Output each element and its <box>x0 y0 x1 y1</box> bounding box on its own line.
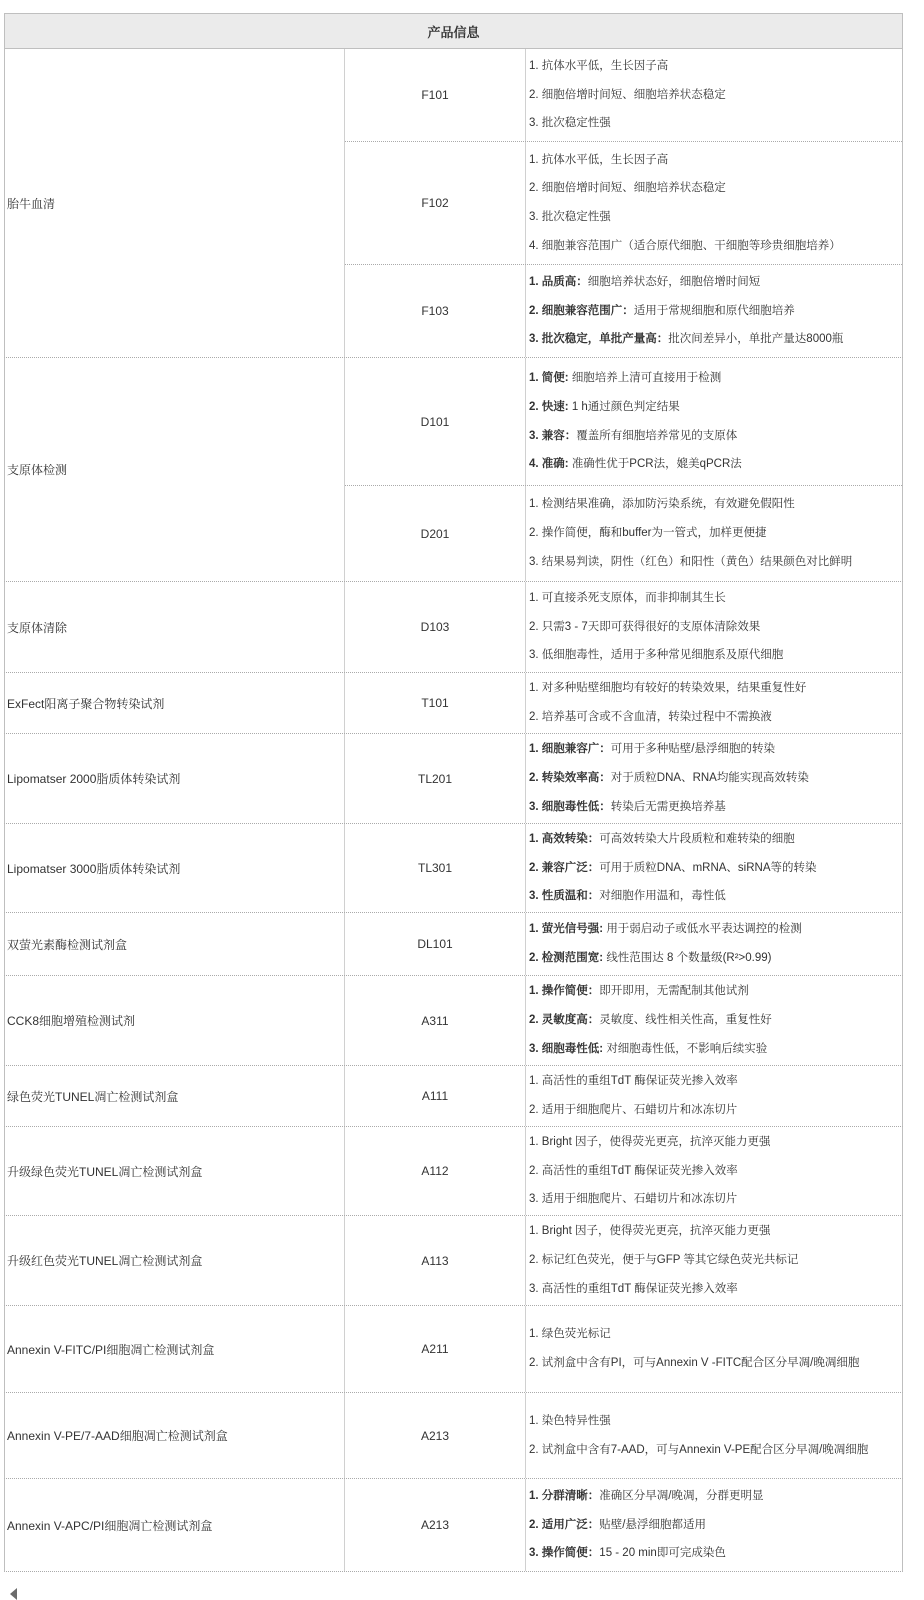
variant-list <box>345 582 902 672</box>
table-row <box>345 913 902 975</box>
variant-list <box>345 1066 902 1126</box>
feature-highlight: 1. 操作简便： <box>529 985 600 998</box>
feature-text: 细胞培养上清可直接用于检测 <box>571 372 722 385</box>
feature-item <box>529 519 902 548</box>
product-group <box>4 49 903 358</box>
table-row <box>345 1306 902 1392</box>
feature-text: 细胞培养状态好，细胞倍增时间短 <box>587 275 761 288</box>
variant-list <box>345 913 902 975</box>
scroll-left-arrow-icon[interactable] <box>10 1588 17 1600</box>
feature-text: 适用于常规细胞和原代细胞培养 <box>633 304 795 317</box>
feature-text: 3. 高活性的重组TdT 酶保证荧光掺入效率 <box>529 1282 738 1295</box>
table-row <box>345 673 902 733</box>
table-header <box>4 13 903 49</box>
product-code: D201 <box>345 486 526 581</box>
feature-text: 可高效转染大片段质粒和难转染的细胞 <box>599 832 795 845</box>
feature-list <box>526 913 902 975</box>
feature-item <box>529 422 902 451</box>
feature-item <box>529 882 902 911</box>
feature-text: 即开即用，无需配制其他试剂 <box>599 985 749 998</box>
product-code: A211 <box>345 1306 526 1392</box>
product-code: D101 <box>345 358 526 485</box>
product-code: A213 <box>345 1479 526 1571</box>
feature-text: 1. Bright 因子，使得荧光更亮，抗淬灭能力更强 <box>529 1225 771 1238</box>
feature-highlight: 3. 细胞毒性低: <box>529 1042 607 1055</box>
product-name: 双萤光素酶检测试剂盒 <box>5 913 345 975</box>
feature-text: 15 - 20 min即可完成染色 <box>599 1547 726 1560</box>
product-group <box>4 358 903 582</box>
product-name: 绿色荧光TUNEL凋亡检测试剂盒 <box>5 1066 345 1126</box>
feature-text: 批次间差异小，单批产量达8000瓶 <box>668 333 844 346</box>
product-name: Annexin V-FITC/PI细胞凋亡检测试剂盒 <box>5 1306 345 1392</box>
feature-highlight: 1. 简便: <box>529 372 572 385</box>
feature-text: 灵敏度、线性相关性高，重复性好 <box>599 1014 772 1027</box>
feature-item <box>529 793 902 822</box>
feature-text: 覆盖所有细胞培养常见的支原体 <box>576 429 738 442</box>
feature-highlight: 2. 检测范围宽: <box>529 952 607 964</box>
table-row <box>345 358 902 486</box>
feature-text: 1. Bright 因子，使得荧光更亮，抗淬灭能力更强 <box>529 1135 771 1148</box>
feature-text: 3. 批次稳定性强 <box>529 211 611 223</box>
feature-highlight: 1. 萤光信号强: <box>529 923 607 936</box>
feature-text: 1. 抗体水平低，生长因子高 <box>529 153 669 166</box>
variant-list <box>345 734 902 823</box>
variant-list <box>345 824 902 912</box>
product-name: Lipomatser 2000脂质体转染试剂 <box>5 734 345 823</box>
product-group <box>4 913 903 976</box>
table-row <box>345 49 902 142</box>
feature-highlight: 1. 高效转染： <box>529 832 600 845</box>
table-row <box>345 824 902 912</box>
feature-item <box>529 52 902 81</box>
table-body <box>4 49 903 1572</box>
feature-item <box>529 1407 902 1436</box>
feature-text: 转染后无需更换培养基 <box>610 800 726 813</box>
feature-text: 对细胞毒性低，不影响后续实验 <box>606 1042 768 1055</box>
feature-item <box>529 915 902 944</box>
product-code: DL101 <box>345 913 526 975</box>
feature-text: 2. 只需3 - 7天即可获得很好的支原体清除效果 <box>529 620 761 633</box>
feature-item <box>529 977 902 1006</box>
feature-item <box>529 584 902 613</box>
product-info-table <box>4 13 903 1572</box>
feature-list <box>526 734 902 823</box>
table-row <box>345 1066 902 1126</box>
feature-item <box>529 1128 902 1157</box>
product-group <box>4 1066 903 1127</box>
feature-list <box>526 1066 902 1126</box>
feature-item <box>529 1482 902 1511</box>
product-name: Lipomatser 3000脂质体转染试剂 <box>5 824 345 912</box>
feature-item <box>529 1246 902 1275</box>
feature-highlight: 3. 性质温和： <box>529 890 600 903</box>
feature-text: 1. 检测结果准确，添加防污染系统，有效避免假阳性 <box>529 498 795 511</box>
product-name: Annexin V-PE/7-AAD细胞凋亡检测试剂盒 <box>5 1393 345 1478</box>
feature-text: 准确区分早凋/晚凋，分群更明显 <box>599 1489 764 1502</box>
feature-text: 对于质粒DNA、RNA均能实现高效转染 <box>610 772 809 785</box>
feature-text: 线性范围达 8 个数量级(R²>0.99) <box>606 952 772 964</box>
feature-highlight: 3. 操作简便： <box>529 1547 600 1560</box>
feature-highlight: 2. 转染效率高： <box>529 772 611 785</box>
feature-item <box>529 268 902 297</box>
feature-highlight: 2. 快速: <box>529 400 572 413</box>
table-row <box>345 734 902 823</box>
feature-text: 对细胞作用温和，毒性低 <box>599 890 726 903</box>
feature-item <box>529 1157 902 1186</box>
feature-highlight: 2. 细胞兼容范围广： <box>529 304 634 317</box>
feature-list <box>526 265 902 357</box>
product-group <box>4 1306 903 1393</box>
product-name: 支原体清除 <box>5 582 345 672</box>
product-group <box>4 1216 903 1306</box>
table-row <box>345 142 902 265</box>
feature-item <box>529 1067 902 1096</box>
feature-item <box>529 1539 902 1568</box>
product-group <box>4 1127 903 1216</box>
feature-item <box>529 1320 902 1349</box>
product-group <box>4 673 903 734</box>
feature-list <box>526 358 902 485</box>
feature-item <box>529 325 902 354</box>
feature-text: 3. 批次稳定性强 <box>529 117 611 130</box>
variant-list <box>345 1393 902 1478</box>
feature-list <box>526 673 902 733</box>
product-name: ExFect阳离子聚合物转染试剂 <box>5 673 345 733</box>
table-row <box>345 1127 902 1215</box>
feature-item <box>529 854 902 883</box>
feature-highlight: 2. 灵敏度高： <box>529 1014 600 1027</box>
variant-list <box>345 1127 902 1215</box>
table-row <box>345 976 902 1065</box>
feature-highlight: 4. 准确: <box>529 458 572 471</box>
feature-text: 可用于多种贴壁/悬浮细胞的转染 <box>610 743 775 756</box>
feature-item <box>529 232 902 261</box>
feature-item <box>529 613 902 642</box>
feature-list <box>526 142 902 264</box>
product-code: A311 <box>345 976 526 1065</box>
product-code: TL301 <box>345 824 526 912</box>
feature-text: 2. 培养基可含或不含血清，转染过程中不需换液 <box>529 711 772 723</box>
feature-item <box>529 944 902 973</box>
feature-list <box>526 486 902 581</box>
feature-highlight: 2. 兼容广泛： <box>529 861 600 874</box>
product-group <box>4 1393 903 1479</box>
product-group <box>4 976 903 1066</box>
feature-item <box>529 1035 902 1064</box>
table-row <box>345 265 902 357</box>
feature-text: 2. 适用于细胞爬片、石蜡切片和冰冻切片 <box>529 1104 738 1116</box>
table-row <box>345 1393 902 1478</box>
feature-item <box>529 641 902 670</box>
feature-text: 准确性优于PCR法，媲美qPCR法 <box>571 458 742 471</box>
feature-list <box>526 1216 902 1305</box>
feature-list <box>526 1393 902 1478</box>
feature-list <box>526 1127 902 1215</box>
feature-text: 1. 染色特异性强 <box>529 1414 611 1427</box>
product-code: A112 <box>345 1127 526 1215</box>
feature-item <box>529 764 902 793</box>
variant-list <box>345 358 902 581</box>
feature-item <box>529 1217 902 1246</box>
feature-highlight: 3. 批次稳定，单批产量高： <box>529 333 669 346</box>
variant-list <box>345 49 902 357</box>
product-name: 支原体检测 <box>5 358 345 581</box>
product-code: A113 <box>345 1216 526 1305</box>
feature-highlight: 3. 兼容： <box>529 429 577 442</box>
feature-text: 贴壁/悬浮细胞都适用 <box>599 1518 706 1531</box>
feature-text: 1 h通过颜色判定结果 <box>571 400 680 413</box>
product-name: 升级红色荧光TUNEL凋亡检测试剂盒 <box>5 1216 345 1305</box>
product-name: 胎牛血清 <box>5 49 345 357</box>
table-row <box>345 486 902 581</box>
product-group <box>4 734 903 824</box>
table-title: 产品信息 <box>427 24 480 40</box>
feature-item <box>529 1436 902 1465</box>
feature-text: 用于弱启动子或低水平表达调控的检测 <box>606 923 802 936</box>
feature-list <box>526 49 902 141</box>
product-name: CCK8细胞增殖检测试剂 <box>5 976 345 1065</box>
feature-item <box>529 1349 902 1378</box>
feature-text: 3. 结果易判读，阴性（红色）和阳性（黄色）结果颜色对比鲜明 <box>529 555 853 568</box>
feature-text: 1. 绿色荧光标记 <box>529 1328 611 1341</box>
feature-highlight: 3. 细胞毒性低： <box>529 800 611 813</box>
feature-text: 2. 细胞倍增时间短、细胞培养状态稳定 <box>529 182 726 195</box>
product-group <box>4 1479 903 1572</box>
feature-text: 1. 对多种贴壁细胞均有较好的转染效果，结果重复性好 <box>529 682 807 695</box>
variant-list <box>345 1306 902 1392</box>
feature-item <box>529 548 902 577</box>
feature-item <box>529 1185 902 1214</box>
feature-list <box>526 582 902 672</box>
feature-item <box>529 364 902 393</box>
product-code: F102 <box>345 142 526 264</box>
feature-item <box>529 109 902 138</box>
feature-highlight: 1. 细胞兼容广： <box>529 743 611 756</box>
product-group <box>4 582 903 673</box>
variant-list <box>345 1216 902 1305</box>
product-group <box>4 824 903 913</box>
feature-item <box>529 735 902 764</box>
table-row <box>345 1479 902 1571</box>
feature-item <box>529 81 902 110</box>
feature-text: 3. 适用于细胞爬片、石蜡切片和冰冻切片 <box>529 1193 738 1206</box>
feature-text: 2. 试剂盒中含有7-AAD，可与Annexin V-PE配合区分早凋/晚凋细胞 <box>529 1443 869 1456</box>
product-name: 升级绿色荧光TUNEL凋亡检测试剂盒 <box>5 1127 345 1215</box>
feature-text: 3. 低细胞毒性，适用于多种常见细胞系及原代细胞 <box>529 649 784 662</box>
table-row <box>345 1216 902 1305</box>
feature-item <box>529 825 902 854</box>
feature-item <box>529 1006 902 1035</box>
feature-item <box>529 1275 902 1304</box>
feature-text: 1. 高活性的重组TdT 酶保证荧光掺入效率 <box>529 1075 738 1088</box>
product-code: F103 <box>345 265 526 357</box>
table-row <box>345 582 902 672</box>
feature-highlight: 1. 分群清晰： <box>529 1489 600 1502</box>
feature-item <box>529 490 902 519</box>
feature-item <box>529 703 902 732</box>
feature-item <box>529 450 902 479</box>
variant-list <box>345 976 902 1065</box>
product-code: A213 <box>345 1393 526 1478</box>
feature-list <box>526 1306 902 1392</box>
product-code: TL201 <box>345 734 526 823</box>
feature-highlight: 1. 品质高： <box>529 275 588 288</box>
product-code: A111 <box>345 1066 526 1126</box>
feature-text: 可用于质粒DNA、mRNA、siRNA等的转染 <box>599 861 817 874</box>
product-code: T101 <box>345 673 526 733</box>
feature-item <box>529 203 902 232</box>
variant-list <box>345 1479 902 1571</box>
feature-list <box>526 976 902 1065</box>
feature-item <box>529 1511 902 1540</box>
feature-text: 1. 抗体水平低，生长因子高 <box>529 59 669 72</box>
feature-highlight: 2. 适用广泛： <box>529 1518 600 1531</box>
product-code: F101 <box>345 49 526 141</box>
feature-text: 1. 可直接杀死支原体，而非抑制其生长 <box>529 591 726 604</box>
feature-list <box>526 1479 902 1571</box>
feature-item <box>529 297 902 326</box>
feature-text: 2. 操作简便，酶和buffer为一管式，加样更便捷 <box>529 527 767 540</box>
feature-item <box>529 1096 902 1125</box>
feature-item <box>529 393 902 422</box>
feature-item <box>529 174 902 203</box>
feature-text: 2. 细胞倍增时间短、细胞培养状态稳定 <box>529 88 726 101</box>
feature-item <box>529 146 902 175</box>
feature-list <box>526 824 902 912</box>
product-code: D103 <box>345 582 526 672</box>
feature-text: 2. 标记红色荧光，便于与GFP 等其它绿色荧光共标记 <box>529 1254 799 1267</box>
feature-item <box>529 674 902 703</box>
feature-text: 2. 高活性的重组TdT 酶保证荧光掺入效率 <box>529 1164 738 1177</box>
product-name: Annexin V-APC/PI细胞凋亡检测试剂盒 <box>5 1479 345 1571</box>
feature-text: 4. 细胞兼容范围广（适合原代细胞、干细胞等珍贵细胞培养） <box>529 239 841 252</box>
feature-text: 2. 试剂盒中含有PI，可与Annexin V -FITC配合区分早凋/晚凋细胞 <box>529 1357 860 1369</box>
variant-list <box>345 673 902 733</box>
